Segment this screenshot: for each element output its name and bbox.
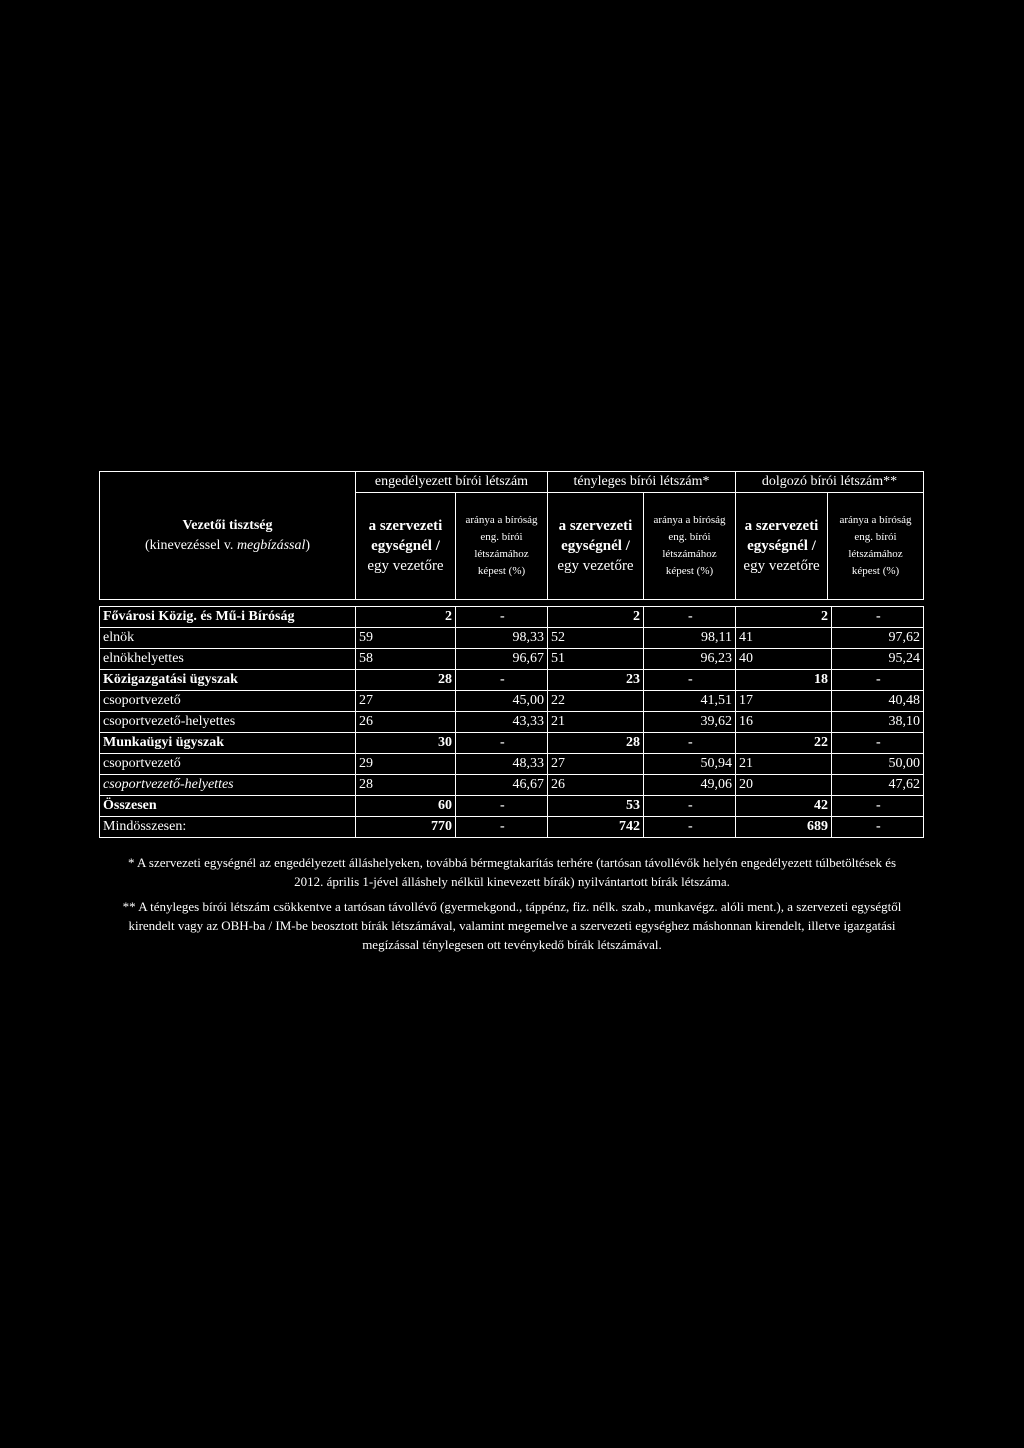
count-cell: 26 [548, 775, 644, 796]
table-row [100, 775, 924, 796]
ratio-cell: 48,33 [456, 754, 548, 775]
count-cell [356, 670, 412, 691]
count-cell [356, 607, 412, 628]
row-label: elnök [100, 628, 356, 649]
footnotes [112, 853, 912, 960]
ratio-cell: 40,48 [832, 691, 924, 712]
ratio-cell: - [644, 817, 736, 838]
count-cell: 17 [736, 691, 832, 712]
ratio-cell: 98,33 [456, 628, 548, 649]
table-row [100, 607, 924, 628]
table-row [100, 670, 924, 691]
count-cell: 2 [600, 607, 644, 628]
count-cell: 53 [600, 796, 644, 817]
count-cell: 22 [788, 733, 832, 754]
ratio-cell: 39,62 [644, 712, 736, 733]
count-cell: 52 [548, 628, 644, 649]
count-cell: 22 [548, 691, 644, 712]
ratio-cell: - [832, 817, 924, 838]
count-cell [548, 670, 600, 691]
count-cell [736, 817, 788, 838]
count-cell [548, 817, 600, 838]
table-row [100, 754, 924, 775]
count-cell [548, 607, 600, 628]
table-row [100, 628, 924, 649]
ratio-cell: 96,23 [644, 649, 736, 670]
row-label: csoportvezető [100, 691, 356, 712]
ratio-cell: - [456, 796, 548, 817]
ratio-cell: 50,94 [644, 754, 736, 775]
count-cell [736, 733, 788, 754]
count-cell: 23 [600, 670, 644, 691]
group-header: engedélyezett bírói létszám [356, 472, 548, 493]
row-label: csoportvezető-helyettes [100, 712, 356, 733]
count-cell: 28 [600, 733, 644, 754]
staffing-table [99, 471, 924, 607]
count-cell [736, 607, 788, 628]
count-cell: 2 [788, 607, 832, 628]
row-header-title: Vezetői tisztség [182, 517, 273, 533]
row-label: Fővárosi Közig. és Mű-i Bíróság [100, 607, 356, 628]
count-cell: 41 [736, 628, 832, 649]
count-column-header: a szervezeti egységnél / egy vezetőre [356, 493, 456, 600]
table-row [100, 796, 924, 817]
count-cell: 742 [600, 817, 644, 838]
ratio-cell: 96,67 [456, 649, 548, 670]
ratio-cell: 49,06 [644, 775, 736, 796]
count-cell: 20 [736, 775, 832, 796]
count-cell [356, 817, 412, 838]
ratio-cell: - [644, 796, 736, 817]
row-label: Mindösszesen: [100, 817, 356, 838]
count-cell: 60 [412, 796, 456, 817]
table-row [100, 649, 924, 670]
count-cell: 58 [356, 649, 456, 670]
table-row [100, 712, 924, 733]
row-header-subtitle: (kinevezéssel v. megbízással) [144, 537, 311, 553]
ratio-cell: 98,11 [644, 628, 736, 649]
count-cell [548, 796, 600, 817]
ratio-cell: - [644, 607, 736, 628]
ratio-cell: 47,62 [832, 775, 924, 796]
count-cell: 16 [736, 712, 832, 733]
footnote: * A szervezeti egységnél az engedélyezett álláshelyeken, továbbá bérmegtakarítás terhére (tartósan távollévők helyén engedélyezett túlbetöltések és 2012. április 1-jével álláshely nélkül kinevezett bírák) nyilvántartott bírák létszáma. [127, 855, 897, 889]
count-cell: 21 [736, 754, 832, 775]
ratio-cell: - [832, 607, 924, 628]
ratio-cell: 46,67 [456, 775, 548, 796]
count-cell: 59 [356, 628, 456, 649]
ratio-cell: - [644, 733, 736, 754]
count-cell: 42 [788, 796, 832, 817]
count-cell: 21 [548, 712, 644, 733]
group-header: dolgozó bírói létszám** [736, 472, 924, 493]
count-cell: 18 [788, 670, 832, 691]
ratio-column-header: aránya a bíróság eng. bírói létszámához képest (%) [456, 493, 548, 600]
count-cell [736, 796, 788, 817]
row-label: Munkaügyi ügyszak [100, 733, 356, 754]
ratio-cell: 43,33 [456, 712, 548, 733]
count-cell: 29 [356, 754, 456, 775]
ratio-column-header: aránya a bíróság eng. bírói létszámához képest (%) [644, 493, 736, 600]
count-column-header: a szervezeti egységnél / egy vezetőre [736, 493, 828, 600]
table-row [100, 691, 924, 712]
count-cell [356, 796, 412, 817]
count-cell [356, 733, 412, 754]
count-cell: 40 [736, 649, 832, 670]
ratio-cell: - [456, 607, 548, 628]
count-cell: 28 [412, 670, 456, 691]
ratio-cell: 45,00 [456, 691, 548, 712]
row-header-cell [100, 472, 356, 600]
count-cell: 51 [548, 649, 644, 670]
count-column-header: a szervezeti egységnél / egy vezetőre [548, 493, 644, 600]
count-cell: 30 [412, 733, 456, 754]
ratio-cell: - [832, 796, 924, 817]
count-cell [736, 670, 788, 691]
count-cell [548, 733, 600, 754]
group-header-row [100, 472, 924, 493]
row-label: Közigazgatási ügyszak [100, 670, 356, 691]
ratio-cell: - [832, 733, 924, 754]
count-cell: 27 [548, 754, 644, 775]
ratio-cell: - [456, 733, 548, 754]
staffing-table-body [99, 606, 924, 838]
group-header: tényleges bírói létszám* [548, 472, 736, 493]
count-cell: 28 [356, 775, 456, 796]
ratio-cell: - [644, 670, 736, 691]
ratio-cell: 38,10 [832, 712, 924, 733]
row-label: csoportvezető [100, 754, 356, 775]
ratio-cell: 97,62 [832, 628, 924, 649]
row-label: elnökhelyettes [100, 649, 356, 670]
count-cell: 770 [412, 817, 456, 838]
table-row [100, 733, 924, 754]
row-label: csoportvezető-helyettes [100, 775, 356, 796]
ratio-column-header: aránya a bíróság eng. bírói létszámához képest (%) [828, 493, 924, 600]
ratio-cell: 41,51 [644, 691, 736, 712]
staffing-table-container [99, 471, 923, 838]
count-cell: 2 [412, 607, 456, 628]
count-cell: 27 [356, 691, 456, 712]
table-row [100, 817, 924, 838]
ratio-cell: 50,00 [832, 754, 924, 775]
ratio-cell: - [832, 670, 924, 691]
footnote: ** A tényleges bírói létszám csökkentve a tartósan távollévő (gyermekgond., táppénz, fiz. nélk. szab., munkavégz. alóli ment.), a szervezeti egységtől kirendelt vagy az OBH-ba / IM-be beosztott bírák létszámával, valamint megemelve a szervezeti egységhez máshonnan kirendelt, illetve igazgatási megízással ténylegesen ott tevénykedő bírák létszámával. [122, 899, 902, 952]
ratio-cell: - [456, 670, 548, 691]
ratio-cell: 95,24 [832, 649, 924, 670]
row-label: Összesen [100, 796, 356, 817]
ratio-cell: - [456, 817, 548, 838]
count-cell: 689 [788, 817, 832, 838]
count-cell: 26 [356, 712, 456, 733]
